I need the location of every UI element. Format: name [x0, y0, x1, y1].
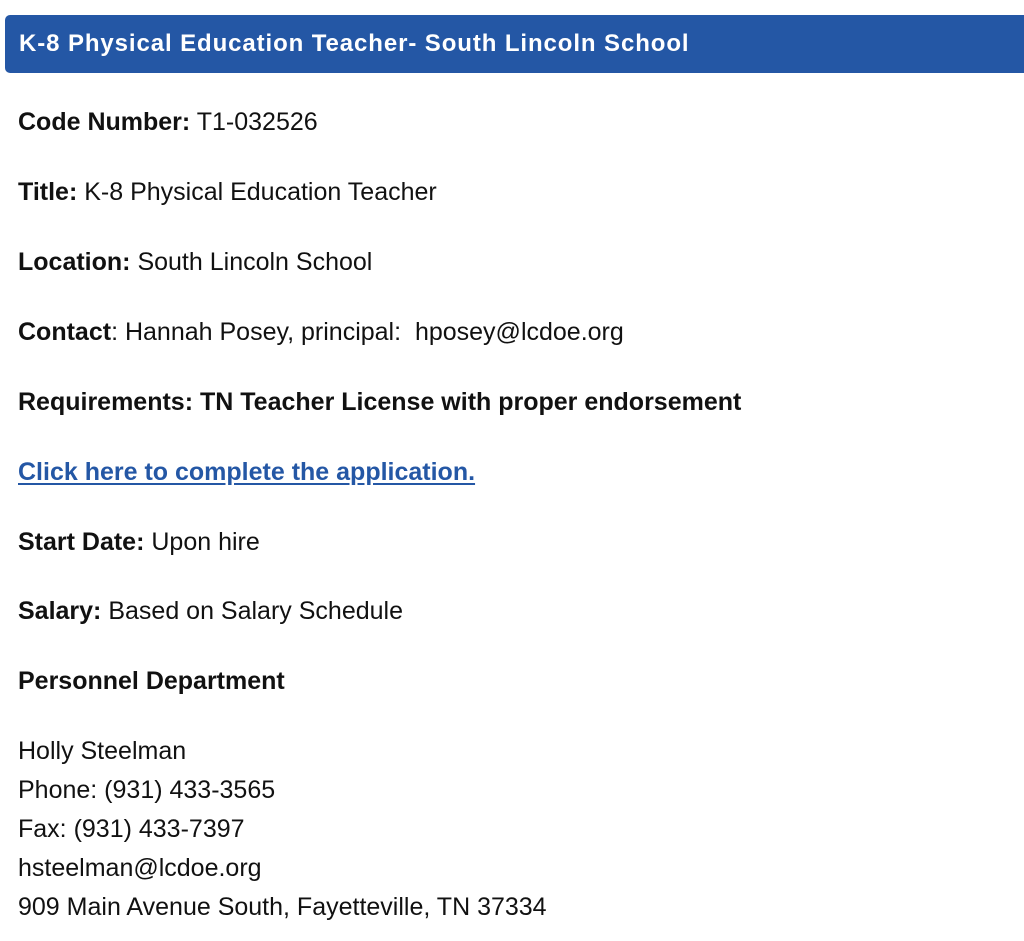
requirements-label: Requirements: [18, 388, 194, 416]
contact-label: Contact [18, 318, 112, 346]
requirements-row [18, 387, 741, 417]
title-value: K-8 Physical Education Teacher [84, 178, 437, 206]
salary-row [18, 596, 403, 626]
personnel-fax: Fax: (931) 433-7397 [18, 815, 245, 843]
job-title-header [5, 15, 1024, 73]
location-value: South Lincoln School [137, 248, 373, 276]
personnel-email: hsteelman@lcdoe.org [18, 854, 262, 882]
location-label: Location: [18, 248, 131, 276]
personnel-phone: Phone: (931) 433-3565 [18, 776, 276, 804]
contact-row [18, 317, 624, 347]
code-number-label: Code Number: [18, 108, 191, 136]
requirements-value: TN Teacher License with proper endorsement [200, 388, 742, 416]
start-date-value: Upon hire [151, 528, 260, 556]
start-date-label: Start Date: [18, 528, 145, 556]
job-title: K-8 Physical Education Teacher- South Lincoln School [19, 30, 690, 57]
personnel-name: Holly Steelman [18, 737, 187, 765]
contact-value: Hannah Posey, principal: hposey@lcdoe.org [124, 318, 624, 346]
title-row [18, 177, 437, 207]
code-number-row [18, 107, 318, 137]
title-label: Title: [18, 178, 78, 206]
location-row [18, 247, 372, 277]
personnel-address: 909 Main Avenue South, Fayetteville, TN 37334 [18, 893, 547, 921]
code-number-value: T1-032526 [196, 108, 318, 136]
start-date-row [18, 527, 260, 557]
personnel-department-heading: Personnel Department [18, 667, 285, 695]
contact-separator: : [111, 318, 119, 346]
application-link[interactable]: Click here to complete the application. [18, 458, 476, 486]
salary-label: Salary: [18, 597, 102, 625]
salary-value: Based on Salary Schedule [108, 597, 403, 625]
